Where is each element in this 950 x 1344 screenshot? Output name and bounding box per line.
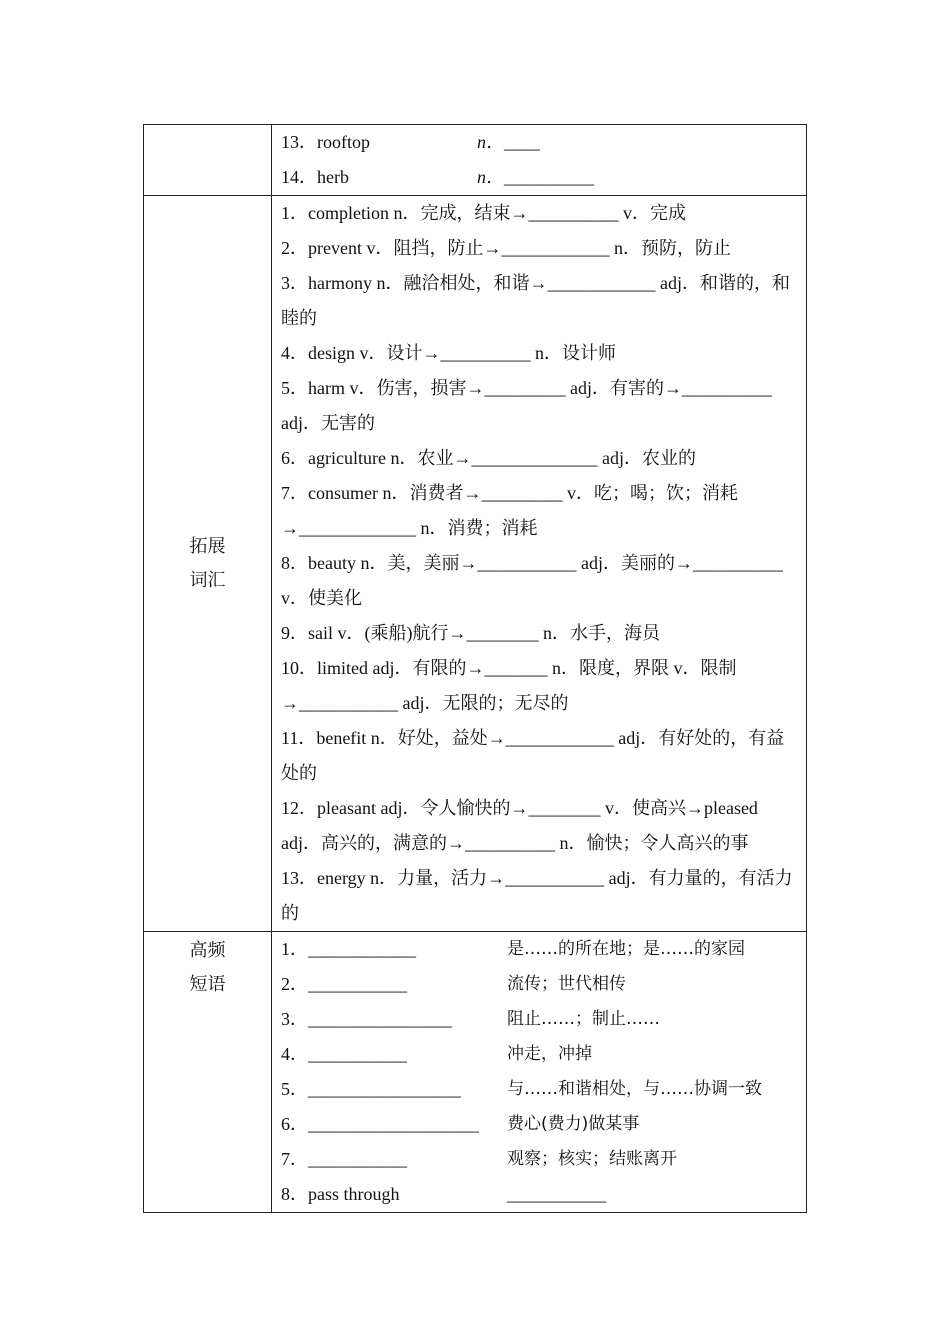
phrase-meaning: 流传；世代相传 xyxy=(507,974,626,994)
answer-blank[interactable]: ____ xyxy=(504,132,540,152)
answer-blank[interactable]: _________________ xyxy=(308,1079,461,1099)
list-item: 10．limited adj．有限的→_______ n．限度，界限 v．限制→___________ adj．无限的；无尽的 xyxy=(281,658,737,713)
section-label-empty xyxy=(144,125,272,196)
item-number: 1． xyxy=(281,939,308,959)
list-item: 4．design v．设计→__________ n．设计师 xyxy=(281,343,616,363)
phrase-text: pass through xyxy=(308,1184,400,1204)
list-item: 8．beauty n．美，美丽→___________ adj．美丽的→__________ v．使美化 xyxy=(281,553,783,608)
list-item: 9．sail v．(乘船)航行→________ n．水手，海员 xyxy=(281,623,660,643)
item-word: rooftop xyxy=(317,132,370,152)
item-answer xyxy=(477,125,540,160)
phrase-meaning: 是……的所在地；是……的家园 xyxy=(507,939,745,959)
answer-blank[interactable]: ___________ xyxy=(308,1149,407,1169)
section-label xyxy=(144,196,272,932)
section-label xyxy=(144,932,272,1213)
section-words-continued xyxy=(144,125,807,196)
item-number: 2． xyxy=(281,974,308,994)
phrase-meaning: 冲走，冲掉 xyxy=(507,1044,592,1064)
item-answer xyxy=(477,160,594,195)
list-item xyxy=(281,160,798,195)
list-item: 2．prevent v．阻挡，防止→____________ n．预防，防止 xyxy=(281,238,731,258)
vocabulary-sheet xyxy=(143,124,807,1204)
list-item xyxy=(281,932,798,967)
list-item: 7．consumer n．消费者→_________ v．吃；喝；饮；消耗→_____________ n．消费；消耗 xyxy=(281,483,738,538)
phrases-cell xyxy=(272,932,807,1213)
section-expanded-vocabulary xyxy=(144,196,807,932)
item-number: 13． xyxy=(281,132,317,152)
section-label-line: 词汇 xyxy=(189,569,226,591)
list-item: 1．completion n．完成，结束→__________ v．完成 xyxy=(281,203,686,223)
list-item: 5．harm v．伤害，损害→_________ adj．有害的→__________ adj．无害的 xyxy=(281,378,772,433)
list-item xyxy=(281,125,798,160)
item-number: 8． xyxy=(281,1184,308,1204)
phrase-meaning: 与……和谐相处，与……协调一致 xyxy=(507,1079,762,1099)
section-label-line: 拓展 xyxy=(189,535,226,557)
list-item: 13．energy n．力量，活力→___________ adj．有力量的，有活力的 xyxy=(281,868,793,923)
phrase-meaning: 观察；核实；结账离开 xyxy=(507,1149,677,1169)
list-item: 3．harmony n．融洽相处，和谐→____________ adj．和谐的，和睦的 xyxy=(281,273,790,328)
answer-blank[interactable]: __________ xyxy=(504,167,594,187)
list-item xyxy=(281,1142,798,1177)
list-item: 6．agriculture n．农业→______________ adj．农业的 xyxy=(281,448,696,468)
part-of-speech: n． xyxy=(477,167,504,187)
answer-blank[interactable]: ___________________ xyxy=(308,1114,479,1134)
expanded-vocabulary-cell xyxy=(272,196,807,932)
item-number: 5． xyxy=(281,1079,308,1099)
list-item xyxy=(281,1177,798,1212)
phrase-meaning: 阻止……；制止…… xyxy=(507,1009,660,1029)
list-item xyxy=(281,967,798,1002)
part-of-speech: n． xyxy=(477,132,504,152)
item-number: 6． xyxy=(281,1114,308,1134)
section-label-line: 高频 xyxy=(189,940,226,961)
section-label-line: 短语 xyxy=(189,974,226,995)
list-item: 12．pleasant adj．令人愉快的→________ v．使高兴→pleased adj．高兴的，满意的→__________ n．愉快；令人高兴的事 xyxy=(281,798,758,853)
list-item xyxy=(281,1002,798,1037)
list-item xyxy=(281,1037,798,1072)
vocabulary-table xyxy=(143,124,807,1213)
item-number: 7． xyxy=(281,1149,308,1169)
item-word: herb xyxy=(317,167,349,187)
list-item xyxy=(281,1072,798,1107)
item-number: 4． xyxy=(281,1044,308,1064)
answer-blank[interactable]: ____________ xyxy=(308,939,416,959)
words-continued-cell xyxy=(272,125,807,196)
answer-blank[interactable]: ________________ xyxy=(308,1009,452,1029)
answer-blank[interactable]: ___________ xyxy=(507,1184,606,1204)
phrase-meaning: 费心(费力)做某事 xyxy=(507,1114,640,1134)
section-high-frequency-phrases xyxy=(144,932,807,1213)
item-number: 3． xyxy=(281,1009,308,1029)
item-number: 14． xyxy=(281,167,317,187)
list-item: 11．benefit n．好处，益处→____________ adj．有好处的，有益处的 xyxy=(281,728,785,783)
answer-blank[interactable]: ___________ xyxy=(308,974,407,994)
list-item xyxy=(281,1107,798,1142)
answer-blank[interactable]: ___________ xyxy=(308,1044,407,1064)
